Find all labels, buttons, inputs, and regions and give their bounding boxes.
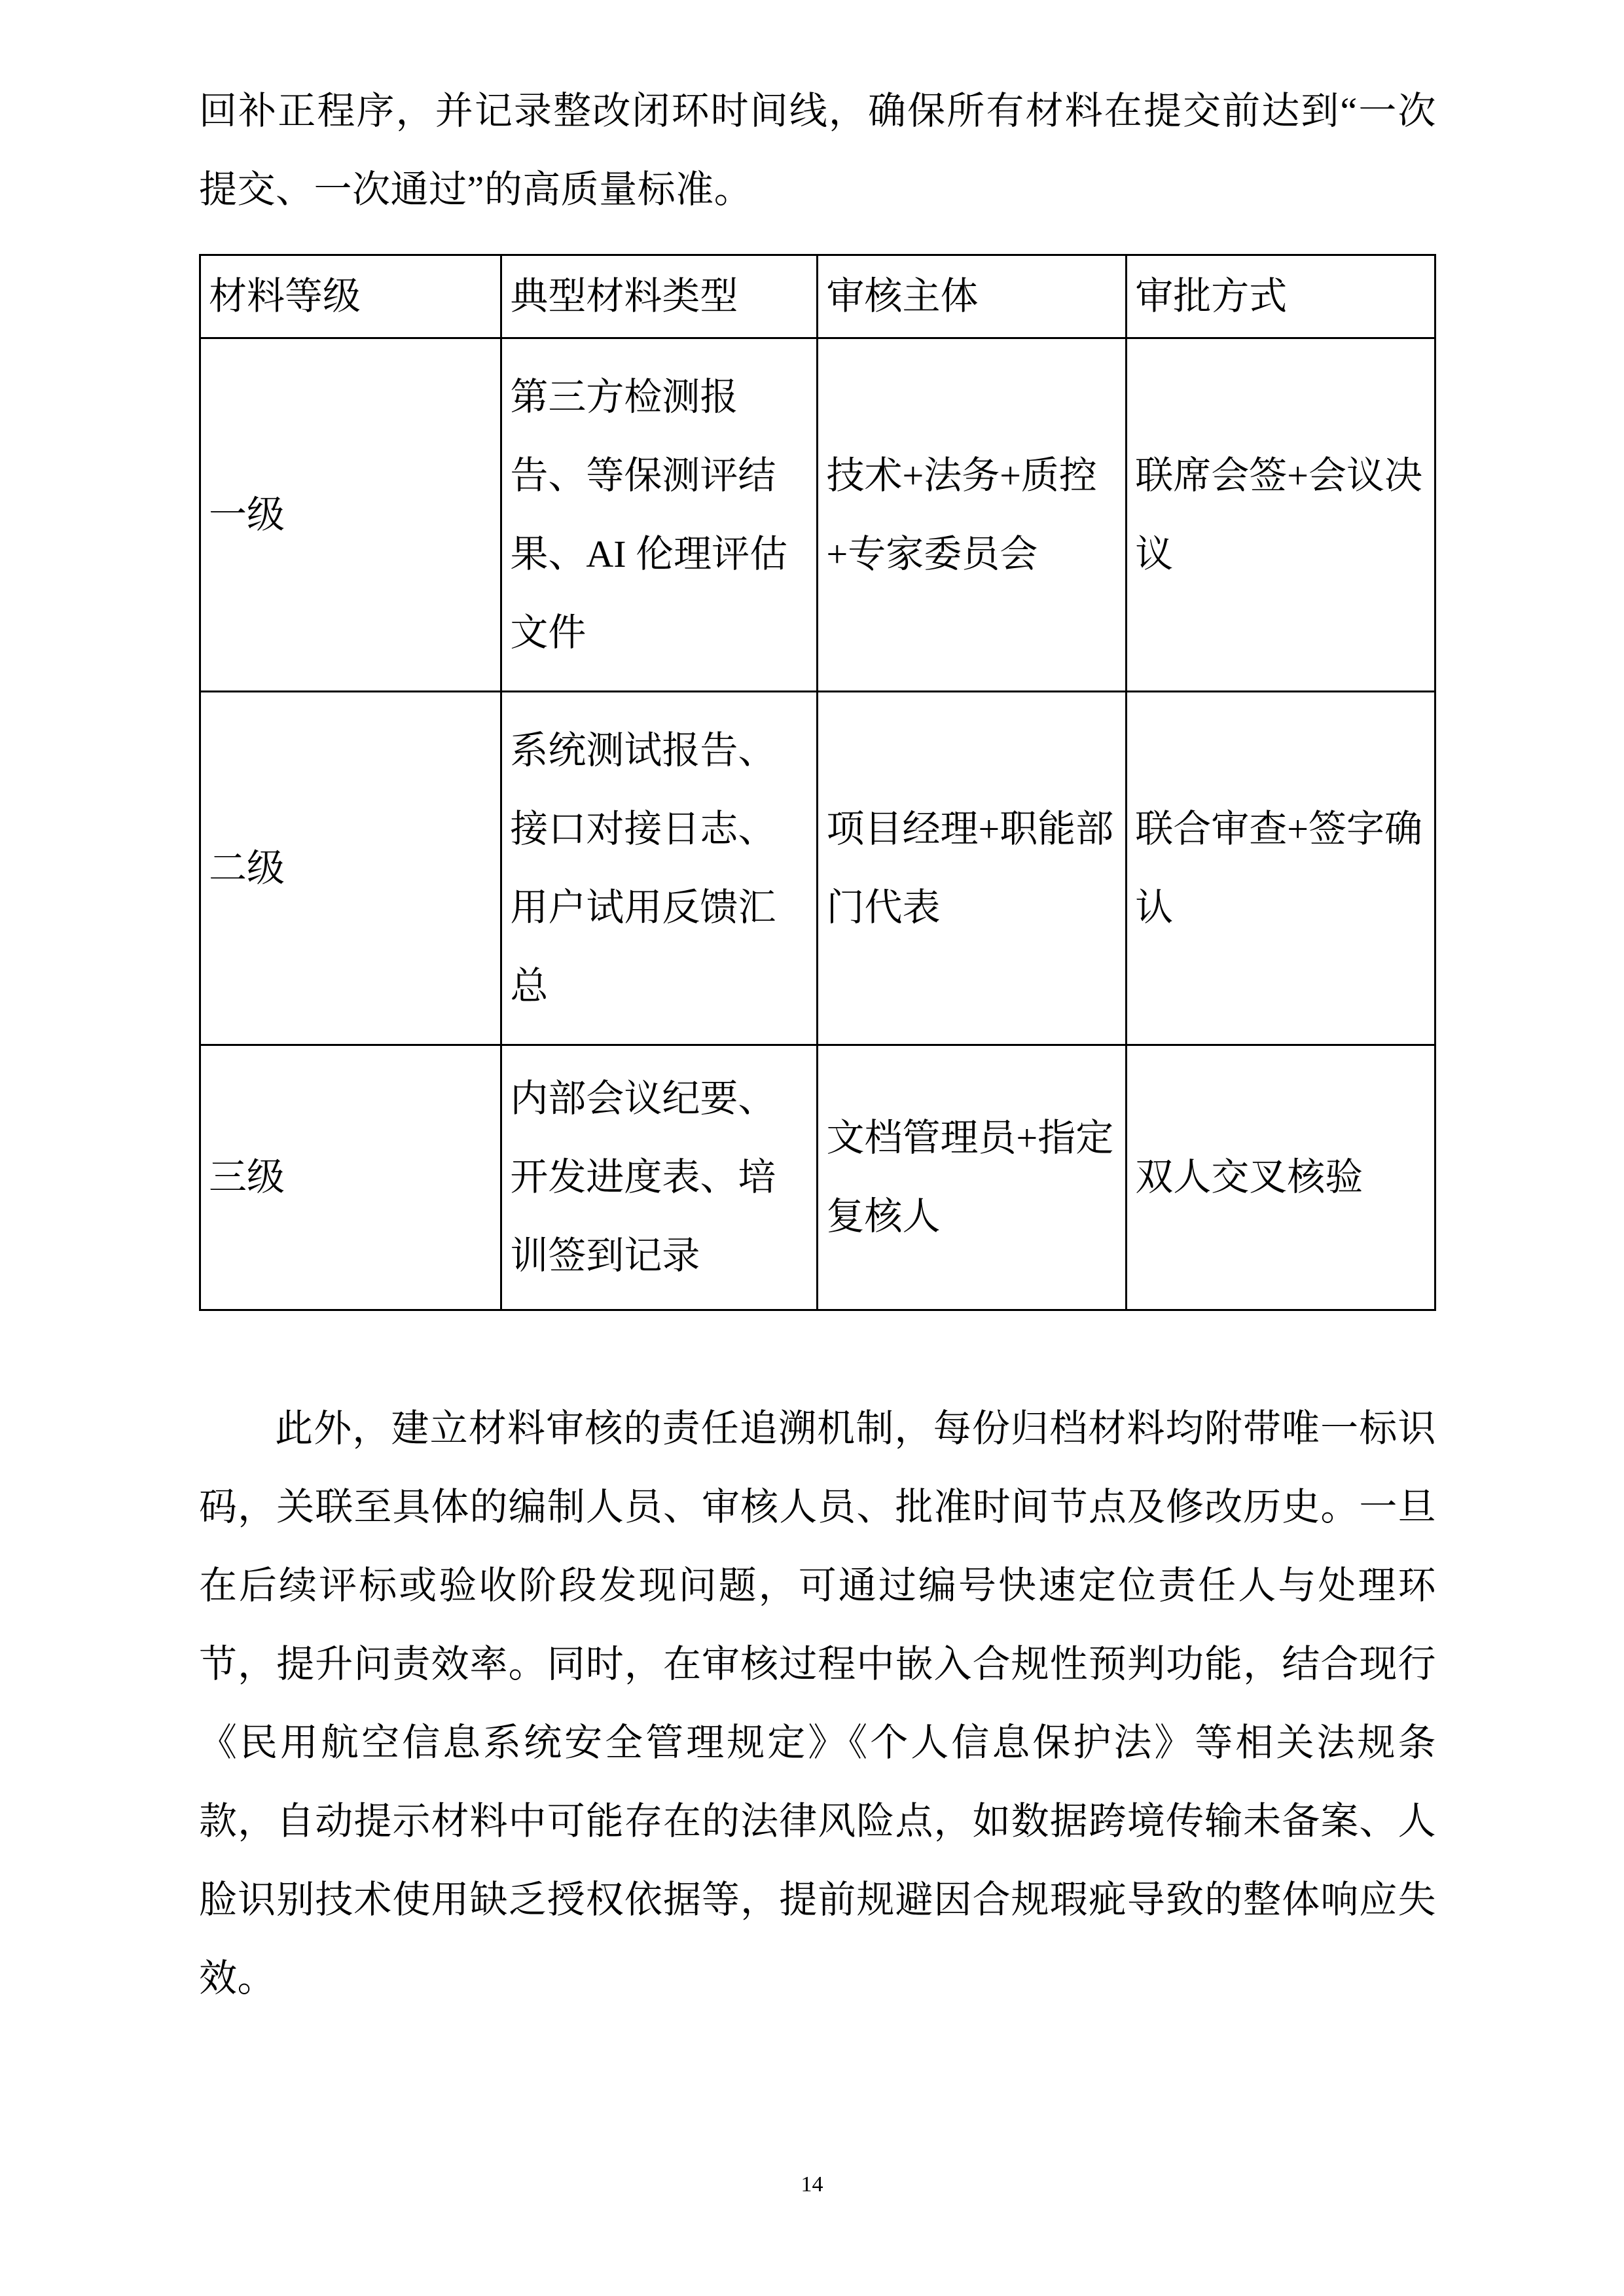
cell-level: 二级 — [200, 692, 501, 1045]
header-review-subject: 审核主体 — [818, 255, 1127, 338]
cell-types: 内部会议纪要、开发进度表、培训签到记录 — [501, 1045, 818, 1310]
cell-types: 第三方检测报告、等保测评结果、AI 伦理评估文件 — [501, 338, 818, 692]
header-material-types: 典型材料类型 — [501, 255, 818, 338]
table-header-row — [200, 255, 1435, 338]
cell-reviewer: 项目经理+职能部门代表 — [818, 692, 1127, 1045]
table-row — [200, 1045, 1435, 1310]
header-material-level: 材料等级 — [200, 255, 501, 338]
page-number: 14 — [801, 2172, 823, 2197]
table-row — [200, 338, 1435, 692]
intro-paragraph: 回补正程序，并记录整改闭环时间线，确保所有材料在提交前达到“一次提交、一次通过”的高质量标准。 — [199, 90, 1436, 211]
closing-paragraph: 此外，建立材料审核的责任追溯机制，每份归档材料均附带唯一标识码，关联至具体的编制人员、审核人员、批准时间节点及修改历史。一旦在后续评标或验收阶段发现问题，可通过编号快速定位责任人与处理环节，提升问责效率。同时，在审核过程中嵌入合规性预判功能，结合现行《民用航空信息系统安全管理规定》《个人信息保护法》等相关法规条款，自动提示材料中可能存在的法律风险点，如数据跨境传输未备案、人脸识别技术使用缺乏授权依据等，提前规避因合规瑕疵导致的整体响应失效。 — [199, 1407, 1436, 2000]
cell-level: 一级 — [200, 338, 501, 692]
cell-method: 双人交叉核验 — [1127, 1045, 1435, 1310]
cell-method: 联席会签+会议决议 — [1127, 338, 1435, 692]
cell-types: 系统测试报告、接口对接日志、用户试用反馈汇总 — [501, 692, 818, 1045]
cell-reviewer: 技术+法务+质控+专家委员会 — [818, 338, 1127, 692]
cell-reviewer: 文档管理员+指定复核人 — [818, 1045, 1127, 1310]
material-review-table — [199, 254, 1436, 1311]
header-approval-method: 审批方式 — [1127, 255, 1435, 338]
cell-method: 联合审查+签字确认 — [1127, 692, 1435, 1045]
table-row — [200, 692, 1435, 1045]
cell-level: 三级 — [200, 1045, 501, 1310]
